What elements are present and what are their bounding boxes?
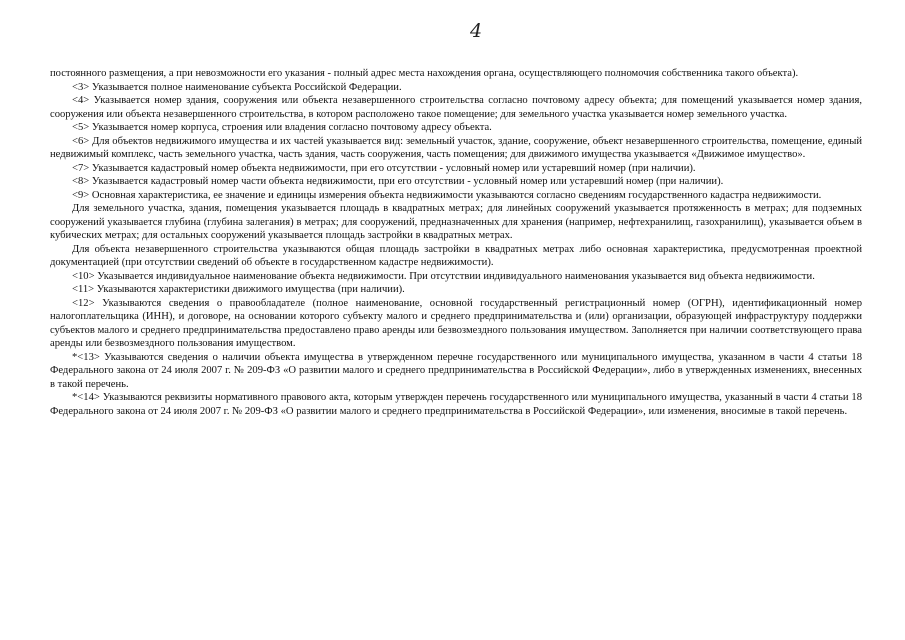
footnote-11: <11> Указываются характеристики движимого имущества (при наличии). <box>72 284 405 295</box>
footnote-10: <10> Указывается индивидуальное наименование объекта недвижимости. При отсутствии индивидуального наименования указывается вид объекта недвижимости. <box>72 270 815 282</box>
footnote-9: <9> Основная характеристика, ее значение и единицы измерения объекта недвижимости указываются согласно сведениям государственного кадастра недвижимости. <box>72 189 822 201</box>
footnote-7: <7> Указывается кадастровый номер объекта недвижимости, при его отсутствии - условный номер или устаревший номер (при наличии). <box>72 162 696 174</box>
footnote-8: <8> Указывается кадастровый номер части объекта недвижимости, при его отсутствии - условный номер или устаревший номер (при наличии). <box>72 176 724 187</box>
footnote-4: <4> Указывается номер здания, сооружения или объекта незавершенного строительства согласно почтовому адресу объекта; для помещений указывается номер здания, сооружения или объекта незавершенного строительства, в котором расположено такое помещение; для земельного участка указывается номер земельного участка. <box>50 95 862 120</box>
footnote-14: *<14> Указываются реквизиты нормативного правового акта, которым утвержден перечень государственного или муниципального имущества, указанный в части 4 статьи 18 Федерального закона от 24 июля 2007 г. № 209-ФЗ «О развитии малого и среднего предпринимательства в Российской Федерации», или изменения, вносимые в такой перечень. <box>50 392 862 417</box>
footnote-9-area-text: Для земельного участка, здания, помещения указывается площадь в квадратных метрах; для линейных сооружений указывается протяженность в метрах; для подземных сооружений указывается глубина (глубина залегания) в метрах; для сооружений, предназначенных для хранения (например, нефтехранилищ, газохранилищ), указывается объем в кубических метрах; для остальных сооружений указывается площадь застройки в квадратных метрах. <box>50 203 862 241</box>
footnotes-body <box>50 67 862 418</box>
paragraph-continuation: постоянного размещения, а при невозможности его указания - полный адрес места нахождения органа, осуществляющего полномочия собственника такого объекта). <box>50 68 799 79</box>
footnote-3: <3> Указывается полное наименование субъекта Российской Федерации. <box>72 81 402 93</box>
footnote-9-construction-text: Для объекта незавершенного строительства указываются общая площадь застройки в квадратных метрах либо основная характеристика, предусмотренная проектной документацией (при отсутствии сведений об объекте в государственном кадастре недвижимости). <box>50 243 862 268</box>
page-number: 4 <box>470 20 483 42</box>
footnote-13: *<13> Указываются сведения о наличии объекта имущества в утвержденном перечне государственного или муниципального имущества, указанном в части 4 статьи 18 Федерального закона от 24 июля 2007 г. № 209-ФЗ «О развитии малого и среднего предпринимательства в Российской Федерации», либо в утвержденных изменениях, внесенных в такой перечень. <box>50 351 862 390</box>
footnote-12: <12> Указываются сведения о правообладателе (полное наименование, основной государственный регистрационный номер (ОГРН), идентификационный номер налогоплательщика (ИНН), и договоре, на основании которого субъекту малого и среднего предпринимательства и (или) организации, образующей инфраструктуру поддержки субъектов малого и среднего предпринимательства предоставлено право аренды или безвозмездного пользования имуществом. Заполняется при наличии соответствующего права аренды или безвозмездного пользования имуществом. <box>50 297 862 349</box>
footnote-5: <5> Указывается номер корпуса, строения или владения согласно почтовому адресу объекта. <box>72 122 492 133</box>
footnote-6: <6> Для объектов недвижимого имущества и их частей указывается вид: земельный участок, здание, сооружение, объект незавершенного строительства, помещение, единый недвижимый комплекс, часть земельного участка, часть здания, часть сооружения, часть помещения; для движимого имущества указывается «Движимое имущество». <box>50 135 862 160</box>
